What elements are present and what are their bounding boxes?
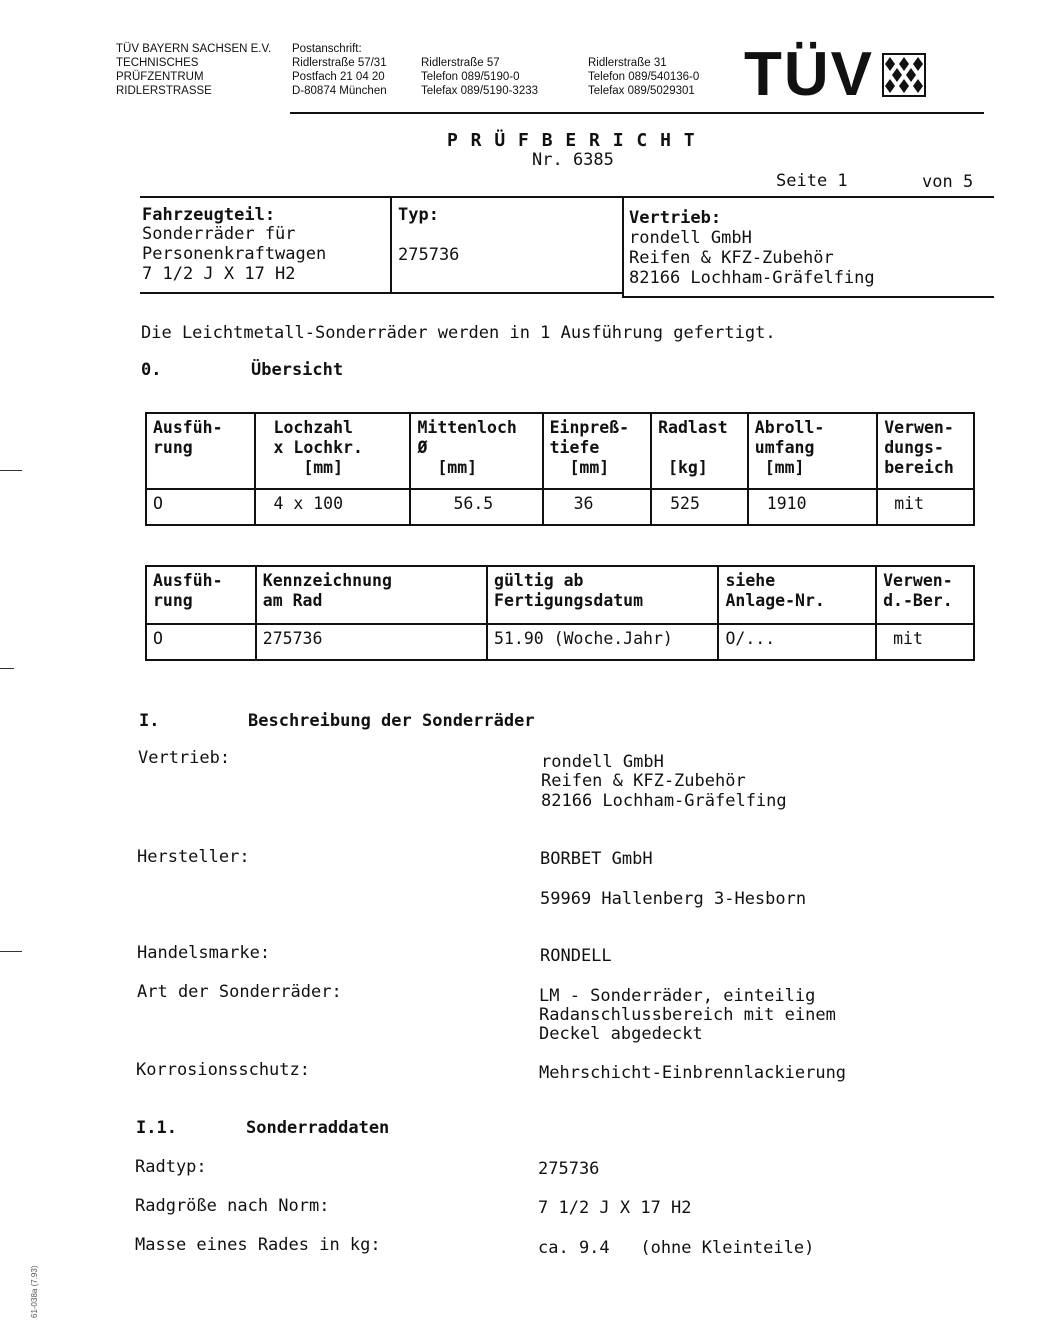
table-header-row — [146, 566, 974, 624]
parts-box-bottom — [390, 292, 622, 294]
office-line: Telefax 089/5190-3233 — [421, 85, 539, 97]
vertrieb-line: Reifen & KFZ-Zubehör — [629, 248, 834, 268]
section-1-number: I. — [139, 711, 160, 731]
page-label: Seite 1 — [776, 171, 848, 191]
table-header-cell: Ausfüh- rung — [146, 413, 255, 489]
table-header-cell: Mittenloch Ø [mm] — [410, 413, 542, 489]
table-header-cell: Einpreß- tiefe [mm] — [543, 413, 652, 489]
vertrieb-label: Vertrieb: — [629, 208, 722, 228]
vertrieb-line: rondell GmbH — [629, 228, 752, 248]
radtyp-value: 275736 — [538, 1159, 600, 1179]
table-header-cell: Abroll- umfang [mm] — [748, 413, 877, 489]
fold-mark — [0, 470, 22, 471]
postal-line: Ridlerstraße 57/31 — [292, 57, 387, 69]
vertrieb-label: Vertrieb: — [138, 748, 231, 768]
table-cell: 51.90 (Woche.Jahr) — [487, 624, 718, 660]
report-title: P R Ü F B E R I C H T — [447, 130, 696, 151]
table-header-cell: siehe Anlage-Nr. — [718, 566, 876, 624]
parts-box-divider — [390, 196, 392, 294]
vertrieb-line: 82166 Lochham-Gräfelfing — [541, 791, 787, 811]
form-code: 61-038a (7.93) — [30, 1265, 39, 1318]
org-line: TECHNISCHES — [116, 57, 199, 69]
letterhead-divider — [290, 112, 984, 114]
fold-mark — [0, 951, 22, 952]
parts-box-bottom — [140, 292, 390, 294]
org-line: PRÜFZENTRUM — [116, 71, 204, 83]
art-line: Deckel abgedeckt — [539, 1024, 703, 1044]
typ-value: 275736 — [398, 245, 460, 265]
report-number: Nr. 6385 — [532, 150, 614, 170]
org-line: RIDLERSTRASSE — [116, 85, 212, 97]
korrosion-label: Korrosionsschutz: — [136, 1060, 310, 1080]
table-header-cell: Verwen- d.-Ber. — [876, 566, 974, 624]
table-header-cell: Verwen- dungs- bereich — [877, 413, 974, 489]
parts-box-bottom — [622, 296, 994, 298]
typ-label: Typ: — [398, 205, 439, 225]
office-line: Telefax 089/5029301 — [588, 85, 695, 97]
table-cell: mit — [876, 624, 974, 660]
letterhead-office-57 — [421, 56, 538, 98]
letterhead-org — [116, 42, 271, 98]
table-cell: 56.5 — [410, 489, 542, 525]
table-cell: 525 — [651, 489, 748, 525]
letterhead-office-31 — [588, 56, 699, 98]
masse-value: ca. 9.4 (ohne Kleinteile) — [538, 1238, 815, 1258]
office-line: Ridlerstraße 31 — [588, 57, 667, 69]
handelsmarke-label: Handelsmarke: — [137, 943, 271, 963]
fahrzeugteil-line: 7 1/2 J X 17 H2 — [142, 264, 296, 284]
fahrzeugteil-label: Fahrzeugteil: — [142, 205, 276, 225]
hersteller-label: Hersteller: — [137, 847, 250, 867]
fold-mark — [0, 668, 14, 669]
table-cell: O — [146, 624, 256, 660]
radgroesse-label: Radgröße nach Norm: — [135, 1196, 330, 1216]
masse-label: Masse eines Rades in kg: — [135, 1235, 381, 1255]
table-header-row — [146, 413, 974, 489]
intro-sentence: Die Leichtmetall-Sonderräder werden in 1 Ausführung gefertigt. — [141, 323, 776, 343]
table-cell: mit — [877, 489, 974, 525]
vertrieb-line: Reifen & KFZ-Zubehör — [541, 771, 746, 791]
korrosion-value: Mehrschicht-Einbrennlackierung — [539, 1063, 847, 1083]
section-0-number: 0. — [141, 360, 162, 380]
parts-box-divider — [622, 196, 624, 296]
table-cell: 275736 — [256, 624, 487, 660]
bavarian-rhombus-icon — [882, 53, 926, 97]
tuv-logo-text: TÜV — [744, 40, 874, 109]
art-line: Radanschlussbereich mit einem — [539, 1005, 836, 1025]
marking-table — [145, 565, 975, 661]
table-cell: 1910 — [748, 489, 877, 525]
radgroesse-value: 7 1/2 J X 17 H2 — [538, 1198, 692, 1218]
table-header-cell: gültig ab Fertigungsdatum — [487, 566, 718, 624]
vertrieb-line: rondell GmbH — [541, 752, 664, 772]
table-cell: 4 x 100 — [255, 489, 411, 525]
table-cell: O — [146, 489, 255, 525]
section-1-1-number: I.1. — [136, 1118, 177, 1138]
section-0-title: Übersicht — [251, 360, 344, 380]
section-1-1-title: Sonderraddaten — [246, 1118, 390, 1138]
postal-line: D-80874 München — [292, 85, 387, 97]
office-line: Ridlerstraße 57 — [421, 57, 500, 69]
radtyp-label: Radtyp: — [135, 1157, 207, 1177]
vertrieb-line: 82166 Lochham-Gräfelfing — [629, 268, 875, 288]
letterhead-postal — [292, 42, 387, 98]
parts-box-top — [140, 196, 994, 198]
office-line: Telefon 089/540136-0 — [588, 71, 700, 83]
table-row — [146, 489, 974, 525]
table-header-cell: Kennzeichnung am Rad — [256, 566, 487, 624]
fahrzeugteil-line: Sonderräder für — [142, 224, 296, 244]
table-cell: O/... — [718, 624, 876, 660]
handelsmarke-value: RONDELL — [540, 946, 612, 966]
art-label: Art der Sonderräder: — [137, 982, 342, 1002]
art-line: LM - Sonderräder, einteilig — [539, 986, 816, 1006]
table-header-cell: Radlast [kg] — [651, 413, 748, 489]
hersteller-name: BORBET GmbH — [540, 849, 653, 869]
table-cell: 36 — [543, 489, 652, 525]
org-line: TÜV BAYERN SACHSEN E.V. — [116, 43, 272, 55]
table-header-cell: Lochzahl x Lochkr. [mm] — [255, 413, 411, 489]
table-header-cell: Ausfüh- rung — [146, 566, 256, 624]
table-row — [146, 624, 974, 660]
office-line: Telefon 089/5190-0 — [421, 71, 520, 83]
postal-line: Postanschrift: — [292, 43, 362, 55]
section-1-title: Beschreibung der Sonderräder — [248, 711, 535, 731]
hersteller-city: 59969 Hallenberg 3-Hesborn — [540, 889, 807, 909]
overview-table — [145, 412, 975, 526]
fahrzeugteil-line: Personenkraftwagen — [142, 244, 327, 264]
postal-line: Postfach 21 04 20 — [292, 71, 385, 83]
page-of: von 5 — [922, 172, 974, 192]
